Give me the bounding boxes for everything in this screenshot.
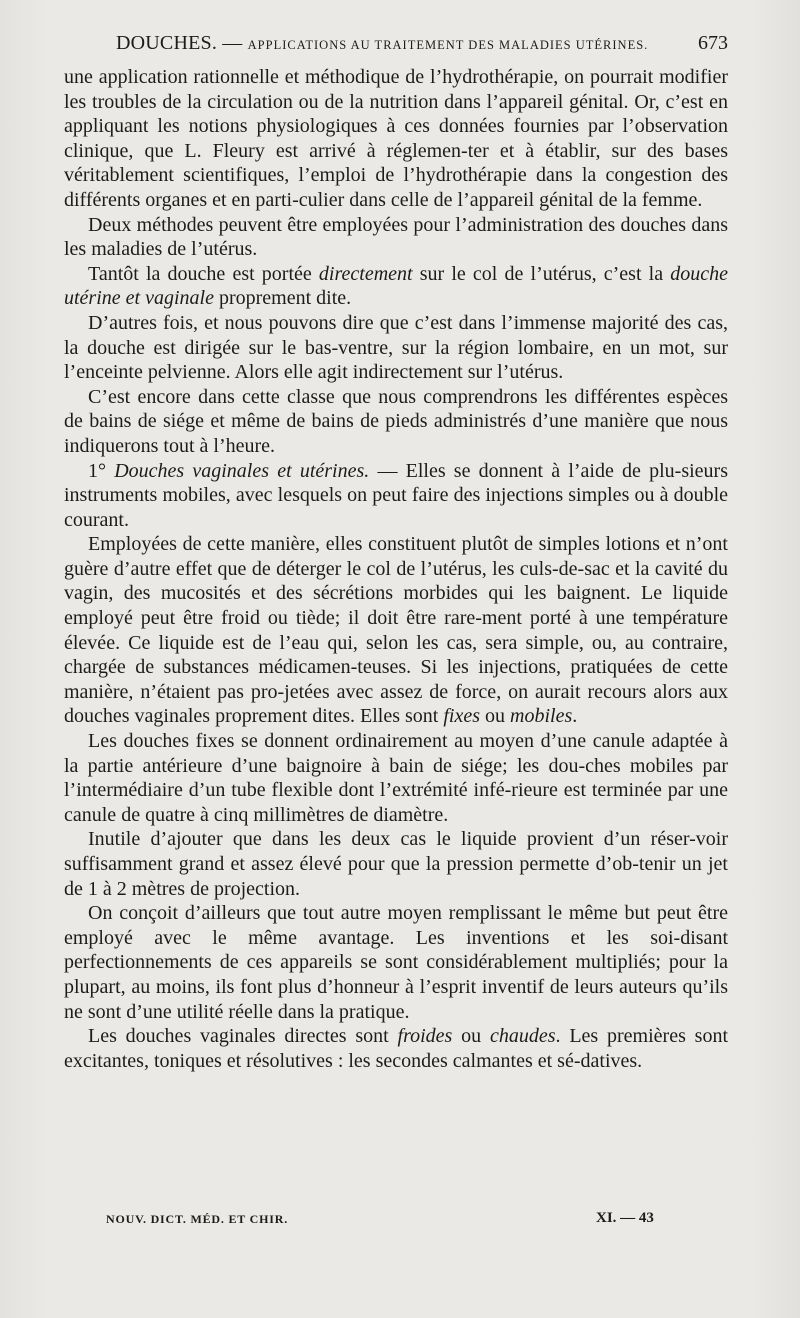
paragraph-3-italic-b: douche utérine et vaginale <box>64 262 729 310</box>
running-title <box>116 32 648 55</box>
section-title-italic: Douches vaginales et utérines. <box>114 459 370 482</box>
paragraph-9: Inutile d’ajouter que dans les deux cas le liquide provient d’un réser-voir suffisamment grand et assez élevé pour que la pression permette d’ob-tenir un jet de 1 à 2 mètres de projection. <box>64 828 728 900</box>
paragraph-7-text-a: Employées de cette manière, elles constituent plutôt de simples lotions et n’ont guère d’autre effet que de déterger le col de l’utérus, les culs-de-sac et la cavité du vagin, des mucosités et des sécrétions morbides qui les baignent. Le liquide employé peut être froid ou tiède; il doit être rare-ment porté à une température élevée. Ce liquide est de l’eau qui, selon les cas, sera simple, ou, au contraire, chargée de substances médicamen-teuses. Si les injections, pratiquées de cette manière, n’étaient pas pro-jetées avec assez de force, on aurait recours alors aux douches vaginales proprement dites. Elles sont <box>64 533 728 728</box>
running-title-subject: APPLICATIONS AU TRAITEMENT DES MALADIES UTÉRINES. <box>247 38 649 52</box>
paragraph-3 <box>64 262 728 311</box>
paragraph-3-text-a: Tantôt la douche est portée <box>88 262 319 285</box>
page-footer <box>0 1210 800 1230</box>
paragraph-1: une application rationnelle et méthodique de l’hydrothérapie, on pourrait modifier les troubles de la circulation ou de la nutrition dans l’appareil génital. Or, c’est en appliquant les notions physiologiques à ces données fournies par l’observation clinique, que L. Fleury est arrivé à réglemen-ter et à établir, sur des bases véritablement scientifiques, l’emploi de l’hydrothérapie dans la congestion des différents organes et en parti-culier dans celle de l’appareil génital de la femme. <box>64 66 728 211</box>
paragraph-11-text-b: ou <box>452 1025 490 1048</box>
paragraph-3-text-c: proprement dite. <box>213 287 352 310</box>
paragraph-7-text-b: ou <box>480 705 511 728</box>
paragraph-11 <box>64 1024 728 1073</box>
printer-signature: NOUV. DICT. MÉD. ET CHIR. <box>106 1212 289 1226</box>
paragraph-11-text-a: Les douches vaginales directes sont <box>88 1025 398 1048</box>
paragraph-3-text-b: sur le col de l’utérus, c’est la <box>412 262 671 285</box>
paragraph-4: D’autres fois, et nous pouvons dire que c’est dans l’immense majorité des cas, la douche est dirigée sur le bas-ventre, sur la région lombaire, en un mot, sur l’enceinte pelvienne. Alors elle agit indirectement sur l’utérus. <box>64 311 728 384</box>
paragraph-2: Deux méthodes peuvent être employées pour l’administration des douches dans les maladies de l’utérus. <box>64 213 728 261</box>
body-text <box>64 65 728 1073</box>
paragraph-7-italic-b: mobiles <box>510 705 573 728</box>
running-title-main: DOUCHES. — <box>116 32 243 54</box>
paragraph-11-text-c: . Les premières sont excitantes, toniques et résolutives : les secondes calmantes et sé-datives. <box>64 1025 729 1072</box>
paragraph-11-italic-b: chaudes <box>489 1025 556 1048</box>
paragraph-6-text-b: — Elles se donnent à l’aide de plu-sieurs instruments mobiles, avec lesquels on peut faire des injections simples ou à double courant. <box>64 459 728 531</box>
paragraph-11-italic-a: froides <box>397 1025 453 1048</box>
paragraph-7-italic-a: fixes <box>443 705 481 728</box>
paragraph-3-italic-a: directement <box>318 262 413 285</box>
paragraph-8: Les douches fixes se donnent ordinairement au moyen d’une canule adaptée à la partie antérieure d’une baignoire à bain de siége; les dou-ches mobiles par l’intermédiaire d’un tube flexible dont l’extrémité infé-rieure est terminée par une canule de quatre à cinq millimètres de diamètre. <box>64 730 728 826</box>
paragraph-6-section-heading <box>64 459 728 533</box>
running-header <box>0 32 800 58</box>
volume-signature: XI. — 43 <box>596 1210 654 1226</box>
page-number: 673 <box>698 32 728 54</box>
paragraph-5: C’est encore dans cette classe que nous comprendrons les différentes espèces de bains de siége et même de bains de pieds administrés d’une manière que nous indiquerons tout à l’heure. <box>64 385 728 457</box>
paragraph-7-text-c: . <box>572 705 578 728</box>
paragraph-10: On conçoit d’ailleurs que tout autre moyen remplissant le même but peut être employé avec le même avantage. Les inventions et les soi-disant perfectionnements de ces appareils se sont considérablement multipliés; pour la plupart, au moins, ils font plus d’honneur à l’esprit inventif de leurs auteurs qu’ils ne sont d’une utilité réelle dans la pratique. <box>64 902 728 1023</box>
paragraph-7 <box>64 532 728 729</box>
paragraph-6-text-a: 1° <box>88 459 115 482</box>
